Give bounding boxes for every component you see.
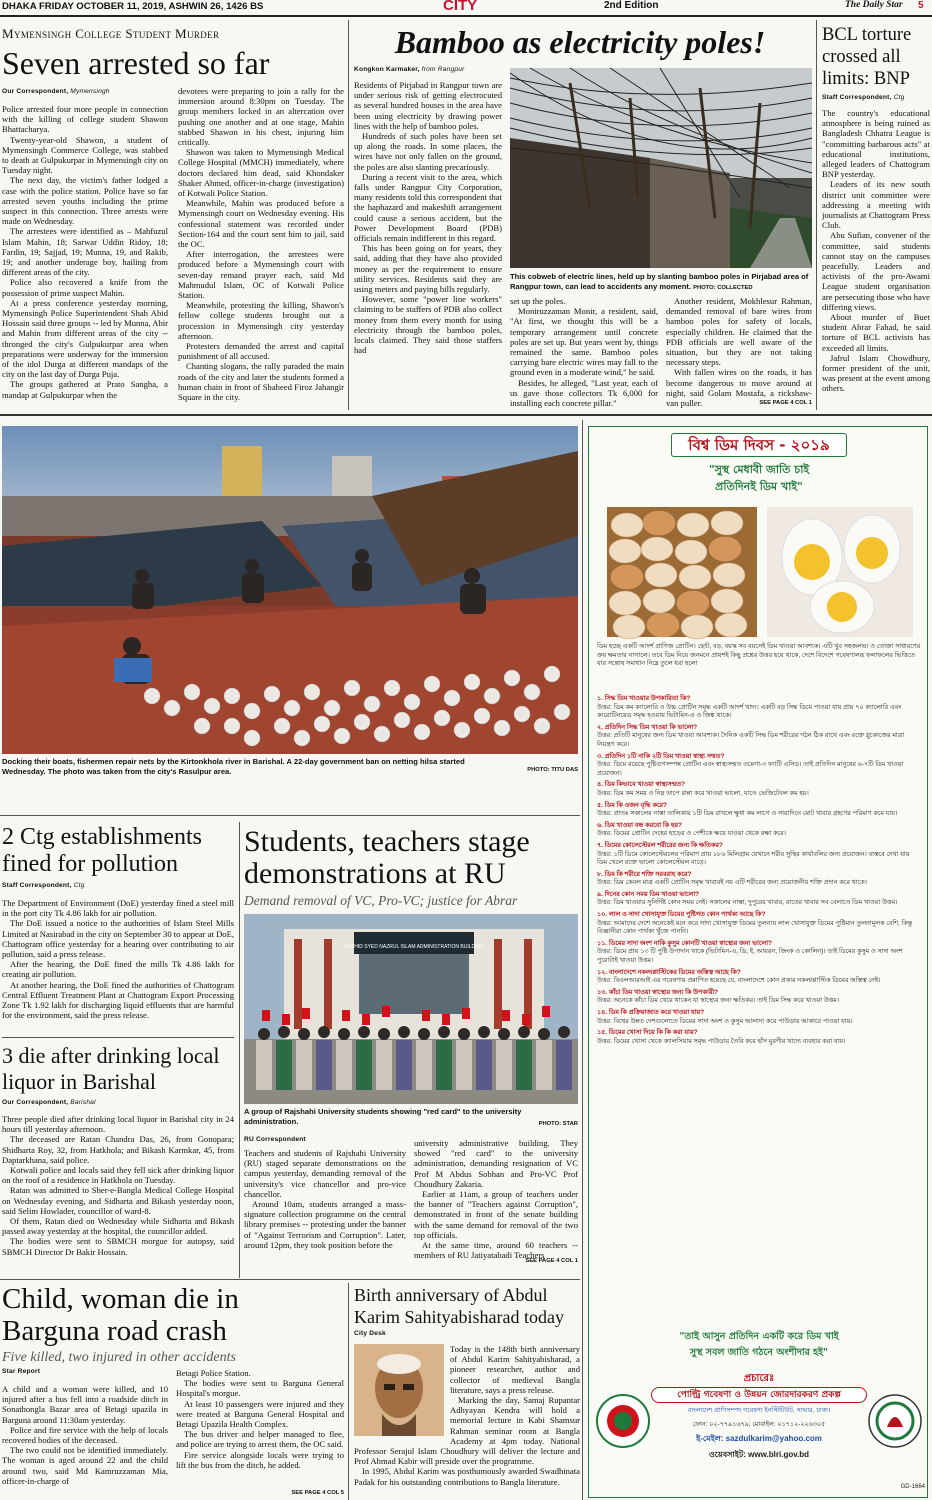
paragraph: Abu Sufian, convener of the committee, said students cannot stay on the campuses peacefully. Leaders and activists of the pro-Awami League student organisation are persecuting those who have differing views. [822,230,930,312]
paragraph: At the same time, around 60 teachers -- members of RU Jatiyatabadi Teachers [414,1240,578,1261]
paragraph: The Department of Environment (DoE) yesterday fined a steel mill in the port city Tk 4.86 lakh for air pollution. [2,898,234,919]
masthead-logo: The Daily Star [845,0,903,10]
egg-basket-photo [607,507,757,637]
mymensingh-col1 [2,104,168,409]
paragraph: Marking the day, Samaj Rupantar Adhyayan Kendra will hold a memorial lecture in Kabi Shamsur Rahman seminar room at Bangla Academy at 4pm today. National Professor Serajul Islam Choudhury will deliver the lecture and Prof Ahmad Kabir will preside over the programme. [354,1395,580,1467]
blri-logo [867,1393,923,1449]
ctg-byline [2,880,182,890]
paragraph: The arrestees were identified as – Mahfuzul Islam Mahin, 18; Sarwar Uddin Ridoy, 18; Fardin, 19; Sajjad, 19; Munna, 19, and Rakib, 19; and another underage boy, hailing from different areas of the city. [2,226,168,278]
paragraph: Today is the 148th birth anniversary of Abdul Karim Sahityabisharad, a pioneer researcher, author and collector of medieval Bangla literature, says a press release. [450,1344,580,1395]
paragraph: At a press conference yesterday morning, Mymensingh Police Superintendent Shah Abid Hossain said three groups -- led by Munna, Abir and Mahin from different areas of the city -- thronged the city's Gulpukurpar area when preparations were underway for the immersion of the idol Durga at different mandaps of the city on the last day of Durga Puja. [2,297,168,380]
faq-question: ১৫. ডিমের খোসা দিয়ে কি কি করা যায়? [597,1029,698,1037]
paragraph: Teachers and students of Rajshahi University (RU) staged separate demonstrations on the campus yesterday, demanding removal of the university's vice chancellor and pro-vice chancellor. [244,1148,406,1199]
paragraph: Police also recovered a knife from the possession of prime suspect Mahin. [2,277,168,298]
ad-project: পোল্ট্রি গবেষণা ও উন্নয়ন জোরদারকরণ প্রকল্প [651,1387,867,1403]
column-rule [239,822,240,1278]
karim-body [354,1344,580,1500]
fishermen-photo [2,426,578,754]
paragraph: Betagi Police Station. [176,1368,251,1378]
paragraph: set up the poles. [510,296,566,306]
ad-call-line1: "তাই আসুন প্রতিদিন একটি করে ডিম খাই [679,1331,839,1342]
faq-question: ৩. প্রতিদিন ১টি নাকি ২টি ডিম খাওয়া স্বাস্থ্য সম্মত? [597,752,725,760]
column-rule [348,20,349,410]
faq-answer: উত্তর: ডিমে রয়েছে পুষ্টিগুণসম্পন্ন প্রোটিন এবং স্বাস্থ্যসম্মত ওমেগা-৩ ফ্যাটি এসিড। তাই প্রতিদিন মানুষের ৬-৭টি ডিম খাওয়া প্রয়োজন। [597,761,904,777]
paragraph: At another hearing, the DoE fined the authorities of Chattogram Central Effluent Treatment Plant at Chattogram Export Processing Zone Tk 1.92 lakh for discharging liquid effluents that are harmful for the environment, said the press release. [2,979,234,1021]
barguna-headline: Child, woman die in Barguna road crash [2,1283,239,1347]
ctg-body [2,898,234,1034]
paragraph: Kotwali police and locals said they fell sick after drinking liquor on the roof of a residence in Hatkhola on Tuesday. [2,1165,234,1186]
paragraph: The next day, the victim's father lodged a case with the police station. Police have so far arrested seven youths including the prime suspect in this connection. Three arrests were made on Wednesday. [2,175,168,227]
ad-title-text: বিশ্ব ডিম দিবস - ২০১৯ [688,436,830,454]
ru-headline: Students, teachers stage demonstrations at RU [244,825,530,890]
byline-place: from Rangpur [421,66,465,73]
faq-question: ১৪. ডিম কি প্রক্রিয়াজাত করে খাওয়া যায়? [597,1009,705,1016]
paragraph: Besides, he alleged, "Last year, each of us gave those collectors Tk 6,000 for installing each concrete pillar." [510,377,658,409]
byline-place: Barishal [70,1099,96,1106]
faq-answer: উত্তর: ডিম কেবল মাত্র একটি প্রোটিন সমৃদ্ধ খাবারই নয় এটি শরীরের জন্য প্রয়োজনীয় শক্তি প্রদান করে থাকে। [597,879,867,887]
bcl-byline [822,92,932,102]
paragraph: The two could not be identified immediately. The woman is aged around 22 and the child around two, said Md Kamruzzaman Mia, officer-in-charge of [2,1445,168,1486]
liquor-byline [2,1097,182,1107]
faq-question: ১২. বাংলাদেশে নকল/প্লাস্টিকের ডিমের অস্তিত্ব আছে কি? [597,968,741,976]
paragraph: After the hearing, the DoE fined the mills Tk 4.86 lakh for creating air pollution. [2,959,234,980]
ru-col1 [244,1148,406,1266]
mymensingh-kicker: Mymensingh College Student Murder [2,26,220,41]
paragraph: Another resident, Mokhlesur Rahman, demanded removal of bare wires from bamboo poles for safety of locals, especially children. He claimed that the PDB officials are well aware of the situation, but they are not taking necessary steps. [666,296,812,368]
ad-phone: ফোন: ০২-৭৭৯১৬৭৯; মোবাইল: ০১৭১২-২২৬৩০৫ [692,1421,826,1428]
photo-credit: PHOTO: TITU DAS [527,767,578,773]
ad-promoter-label: প্রচারেঃ [743,1373,775,1384]
paragraph: Twenty-year-old Shawon, a student of Mymensingh Commerce College, was stabbed to death at Gulpukurpar in Mymensingh city on Tuesday night. [2,134,168,176]
paragraph: Shawon was taken to Mymensingh Medical College Hospital (MMCH) immediately, where doctors declared him dead, said Khondaker Shaker Ahmed, officer-in-charge (investigation) of Kotwali Police Station. [178,147,344,199]
fishermen-caption: Docking their boats, fishermen repair nets by the Kirtonkhola river in Barishal. A 22-day government ban on netting hilsa started Wednesday. The photo was taken from the city's Rasulpur area. [2,757,465,776]
faq-question: ১০. লাল ও সাদা খোসাযুক্ত ডিমের পুষ্টিগত কোন পার্থক্য আছে কি? [597,911,766,919]
karim-byline: City Desk [354,1330,386,1337]
ad-slogan [629,461,889,501]
paragraph: Ratan was admitted to Sher-e-Bangla Medical College Hospital on Wednesday evening, and Sidharta and Bikash yesterday noon, said Selim Howlader, councillor of ward-8. [2,1185,234,1216]
column-rule [816,20,817,410]
liquor-body [2,1114,234,1270]
paragraph: Hundreds of such poles have been set up along the roads. In some places, the wires have not only fallen on the ground, the poles are also slanting precariously. [354,131,502,172]
faq-answer: উত্তর: প্রতিটি মানুষের জন্য ডিম খাওয়া আবশ্যক। দৈনিক একটি সিদ্ধ ডিম শরীরের গঠন ঠিক রাখে এবং রক্তে গ্লুকোজের মাত্রা নিয়ন্ত্রণ করে। [597,732,905,748]
faq-question: ৫. ডিম কি ওজন বৃদ্ধি করে? [597,801,667,809]
mymensingh-byline [2,86,172,96]
ad-faq [597,695,921,1323]
paragraph: Protesters demanded the arrest and capital punishment of all accused. [178,341,344,362]
ad-call [619,1329,899,1365]
column-rule [582,420,583,1500]
barguna-byline: Star Report [2,1368,41,1375]
ctg-headline: 2 Ctg establishments fined for pollution [2,824,202,877]
section-label: CITY [443,0,478,14]
ad-slogan-line2: প্রতিদিনই ডিম খাই" [715,480,803,493]
faq-question: ৯. দিনের কোন সময় ডিম খাওয়া ভালো? [597,890,700,898]
bcl-headline: BCL torture crossed all limits: BNP [822,25,912,89]
barguna-jump: SEE PAGE 4 COL 5 [291,1490,344,1496]
paragraph: The bodies were sent to Barguna General Hospital's morgue. [176,1378,344,1399]
page-number: 5 [918,0,924,11]
byline-place: Ctg [893,94,905,101]
paragraph: The bodies were sent to SBMCH morgue for autopsy, said SBMCH Director Dr Bakir Hossain. [2,1236,234,1257]
faq-question: ১৩. কাঁচা ডিম খাওয়া স্বাস্থ্যের জন্য কি উপকারী? [597,988,719,996]
paragraph: Residents of Pirjabad in Rangpur town are under serious risk of getting electrocuted as several hundred houses in the area have been using electricity by drawing power lines with the help of bamboo poles. [354,80,502,131]
paragraph: Moniruzzaman Monir, a resident, said, "At first, we thought this will be a temporary arrangement until concrete poles are set up. But years went by, things remained the same. Bamboo poles carrying bare electric wires may fall to the ground even in a moderate wind," he said. [510,306,658,378]
faq-answer: উত্তর: অনেকে কাঁচা ডিম খেয়ে থাকেন যা স্বাস্থ্যের জন্য ক্ষতিকর। তাই ডিম সিদ্ধ করে খাওয়া উত্তম। [597,997,840,1005]
paragraph: Fire service alongside locals were trying to lift the bus from the ditch, he added. [176,1449,344,1470]
ad-website[interactable]: ওয়েবসাইট: www.blri.gov.bd [708,1450,810,1459]
faq-answer: উত্তর: প্রাতঃ সকালের নাস্তা তালিকায় ১টি ডিম রাখলে ক্ষুধা কম লাগে ও সারাদিনে মোট খাবার গ্রহণের পরিমাণ কমে যায়। [597,810,898,818]
bamboo-caption [510,272,812,294]
bamboo-headline: Bamboo as electricity poles! [394,24,766,60]
section-rule [0,815,580,816]
barguna-col1 [2,1384,168,1500]
ad-title [671,433,847,457]
ru-subhead: Demand removal of VC, Pro-VC; justice for Abrar [244,893,518,908]
banner-text: SHAHID SYED NAZRUL ISLAM ADMINISTRATION BUILDING [343,944,485,950]
portrait-spacer [354,1344,450,1438]
mymensingh-col2 [178,86,344,409]
bamboo-jump: SEE PAGE 4 COL 1 [759,400,812,406]
column-rule [348,1283,349,1500]
faq-question: ৭. ডিমের কোলেস্টেরল শরীরের জন্য কি ক্ষতিকর? [597,841,723,849]
story-rule [2,1037,234,1038]
paragraph: Jafrul Islam Chowdhury, former president of the unit, was present at the event among others. [822,352,930,394]
faq-answer: উত্তর: ডিম খাওয়ার সুনির্দিষ্ট কোন সময় নেই। সকালের নাস্তা, দুপুরের খাবার, রাতের খাবার সব বেলাতে ডিম খাওয়া উত্তম। [597,899,898,907]
byline-name: Our Correspondent, [2,1099,69,1106]
ad-code: GD-1664 [900,1484,925,1490]
paragraph: Chanting slogans, the rally paraded the main roads of the city and later the students formed a human chain in front of Shaheed Firoz Jahangir Square in the city. [178,361,344,403]
faq-answer: উত্তর: ডিমের প্রোটিন দেহের হাড়ের ও পেশীকে ক্ষয়ে যাওয়া থেকে রক্ষা করে। [597,830,786,838]
paragraph: In 1995, Abdul Karim was posthumously awarded Swadhinata Padak for his outstanding contributions to Bangla literature. [354,1466,580,1487]
paragraph: devotees were preparing to join a rally for the immersion around 8:30pm on Tuesday. The group members locked in an altercation over pushing one another and at one stage, Mahin stabbed Shawon in his chest, injuring him critically. [178,86,344,148]
paragraph: The DoE issued a notice to the authorities of Islam Steel Mills Limited at Nasirabad in the city on September 30 to appear at DoE, Chattogram office yesterday for a hearing over contributing to air pollution, said a press release. [2,918,234,960]
byline-name: Staff Correspondent, [2,882,72,889]
byline-name: Kongkon Karmaker, [354,66,420,73]
photo-credit: PHOTO: COLLECTED [693,284,753,291]
byline-place: Mymensingh [70,88,110,95]
paragraph: The country's educational atmosphere is being ruined as Bangladesh Chhatra League is "committing barbarous acts" at educational institutions, alleged leaders of Chattogram BNP yesterday. [822,108,930,180]
boiled-egg-photo [767,507,913,637]
ad-call-line2: সুস্থ সবল জাতি গঠনে অংশীদার হই" [689,1347,829,1358]
ru-byline: RU Correspondent [244,1136,306,1143]
faq-answer: উত্তর: ডিমের খোসা থেকে ক্যালসিয়াম সমৃদ্ধ পাউডার তৈরি করে হাঁস মুরগীর খাদ্যে ব্যবহার করা যায়। [597,1037,846,1045]
paragraph: Around 10am, students arranged a mass-signature collection programme on the central library premises -- protesting under the banner of "Against Terrorism and Corruption". Later, around 12pm, they took position before the [244,1199,406,1250]
barguna-col2 [176,1368,344,1488]
ru-photo [244,914,578,1104]
faq-answer: উত্তর: বিশ্বের উন্নত দেশগুলোতে ডিমের সাদা অংশ ও কুসুম আলাদা করে পাউডার আকারে পাওয়া যায়। [597,1017,853,1025]
faq-question: ১১. ডিমের সাদা অংশ নাকি কুসুম কোনটি খাওয়া স্বাস্থ্যের জন্য ভালো? [597,939,772,947]
paragraph: The bus driver and helper managed to flee, and police are trying to arrest them, the OC said. [176,1429,344,1450]
paragraph: During a recent visit to the area, which falls under Rangpur City Corporation, many residents told this correspondent that the haphazard and makeshift arrangement could cause a serious accident, but the Power Development Board (PDB) officials remain indifferent in this regard. [354,171,502,244]
bamboo-photo [510,68,812,268]
paragraph: Earlier at 11am, a group of teachers under the banner of "Teachers against Corruption", demonstrated in front of the senate building with the same demand for removal of the two top officials. [414,1189,578,1240]
govt-logo [595,1393,651,1449]
egg-day-ad [588,426,928,1498]
faq-answer: উত্তর: ডিম কম ক্যালোরি ও উচ্চ প্রোটিন সমৃদ্ধ একটি আদর্শ খাদ্য। একটি বড় সিদ্ধ ডিমে পাওয়া যায় প্রায় ৭০ ক্যালোরি এবং ক্যরোটিনয়েড সমৃদ্ধ হওয়ায় ভিটামিন-এ ও জিঙ্ক থাকে। [597,703,902,720]
faq-question: ২. প্রতিদিন সিদ্ধ ডিম খাওয়া কি ভালো? [597,723,698,731]
section-rule [0,1279,580,1280]
paragraph: After interrogation, the arrestees were produced before a Mymensingh court with seven-day remand prayer each, said Md Mahmudul Islam, OC of Kotwali Police Station. [178,249,344,301]
ru-caption: A group of Rajshahi University students showing "red card" to the university administration. [244,1107,522,1126]
paragraph: With fallen wires on the roads, it has become dangerous to move around at night, said Golam Mostafa, a rickshaw-van puller. [666,367,812,409]
byline-place: Ctg [73,882,85,889]
header-date: DHAKA FRIDAY OCTOBER 11, 2019, ASHWIN 26, 1426 BS [2,1,264,12]
paragraph: The groups gathered at Prato Sangha, a mandap at Gulpukurpar when the [2,379,168,400]
barguna-subhead: Five killed, two injured in other accidents [2,1350,236,1365]
karim-headline: Birth anniversary of Abdul Karim Sahityabisharad today [354,1285,564,1327]
ad-intro: ডিম হচ্ছে একটি আদর্শ প্রাণিজ প্রোটিন। ছোট, বড়, বয়স্ক সব বয়সেই ডিম খাওয়া আবশ্যক। এটি খুব সহজলভ্য ও তোজা সাধারণের ক্রয় ক্ষমতার নাগালে। তবে ডিম নিয়ে জনমনে প্রায়শই কিছু প্রশ্নের উত্তর হয়ে থাকে, দেশে বিদেশে গবেষণালব্ধ ফলাফলের ভিত্তিতে যার সন্তোষ সমাধান নিম্নে তুলে ধরা হলো [597,643,921,668]
section-rule [0,414,932,416]
header-rule [0,15,932,17]
paragraph: This has been going on for years, they said, adding that they have also provided money as per the requirement to ensure utility services. Residents said they are using meters and paying bills regularly. [354,243,502,295]
paragraph: Three people died after drinking local liquor in Barishal city in 24 hours till yesterday afternoon. [2,1114,234,1135]
paragraph: Police and fire service with the help of locals recovered bodies of the deceased. [2,1424,168,1446]
mymensingh-headline: Seven arrested so far [2,45,270,81]
faq-answer: উত্তর: আমাদের দেশে অনেকেই মনে করে সাদা খোসাযুক্ত ডিমের তুলনায় লাল খোসাযুক্ত ডিমের পুষ্টিমান তুলনামূলক বেশি, কিন্তু বিজ্ঞানীরা কোন পার্থক্য খুঁজে পাননি। [597,919,913,936]
caption-text: This cobweb of electric lines, held up by slanting bamboo poles in Pirjabad area of Rangpur town, can lead to accidents any moment. [510,272,809,291]
bamboo-col2 [510,296,658,410]
photo-credit: PHOTO: STAR [538,1121,578,1127]
ru-jump: SEE PAGE 4 COL 1 [525,1258,578,1264]
byline-name: Our Correspondent, [2,88,69,95]
paragraph: The deceased are Ratan Chandra Das, 26, from Gonopara; Shidharta Roy, 32, from Hatkhola; and Bikash Karmkar, 45, from Daptarkhana, said police. [2,1134,234,1165]
faq-question: ৪. ডিম কিভাবে খাওয়া স্বাস্থ্যসম্মত? [597,781,686,789]
bcl-body [822,108,930,410]
faq-question: ৬. ডিম খাওয়া বন্ধ করবো কি হয়? [597,821,682,829]
liquor-headline: 3 die after drinking local liquor in Barishal [2,1043,220,1094]
paragraph: Police arrested four more people in connection with the killing of college student Shawon Bhattacharya. [2,104,168,135]
edition-label: 2nd Edition [604,0,659,11]
paragraph: A child and a woman were killed, and 10 injured after a bus fell into a roadside ditch in Sonathongla Bazar area of Betagi upazila in Barguna around 11:30am yesterday. [2,1384,168,1425]
ad-email[interactable]: ই-মেইল: sazdulkarim@yahoo.com [696,1434,822,1443]
ad-slogan-line1: "সুস্থ মেধাবী জাতি চাই [708,463,810,476]
paragraph: About murder of Buet student Abrar Fahad, he said torture of BCL activists has exceeded all limits. [822,312,930,353]
bamboo-byline [354,64,514,74]
paragraph: However, some "power line workers" claiming to be staffers of PDB also collect money from them every month for using electricity through the bamboo poles, locals claimed. They said those staffers had [354,294,502,356]
paragraph: Meanwhile, protesting the killing, Shawon's fellow college students brought out a procession in Mymensingh city yesterday afternoon. [178,300,344,341]
faq-answer: উত্তর: ডিমে প্রায় ১৩ টি পুষ্টি উপাদান থাকে (ভিটামিন-এ, ডি, ই, আয়রন, জিংক ও কোলিন)। তাই ডিমের কুসুম ও সাদা অংশ পুরোটাই খাওয়া উত্তম। [597,948,903,965]
faq-question: ৮. ডিম কি শরীরে শক্তি সরবরাহ করে? [597,870,692,878]
paragraph: Leaders of its new south district unit committee were addressing a meeting with journalists at Chattogram Press Club. [822,179,930,231]
faq-question: ১. সিদ্ধ ডিম খাওয়ার উপকারিতা কি? [597,695,691,702]
byline-name: Staff Correspondent, [822,94,892,101]
paragraph: university administrative building. They showed "red card" to the university administration, demanding resignation of VC Prof M Abdus Sobhan and Pro-VC Prof Choudhury Zakaria. [414,1138,578,1189]
faq-answer: উত্তর: ডিম কম সময় ও নিম্ন তাপে রান্না করে খাওয়া ভালো, যাতে ভেজিটেবল কম হয়। [597,789,809,797]
bamboo-col1 [354,80,502,410]
paragraph: Of them, Ratan died on Wednesday while Sidharta and Bikash passed away yesterday at the hospital, the councillor added. [2,1216,234,1237]
ad-institute: বাংলাদেশ প্রাণিসম্পদ গবেষণা ইনস্টিটিউট, সাভার, ঢাকা। [687,1407,831,1414]
faq-answer: উত্তর: ১টি ডিমে কোলেস্টেরলের পরিমাণ প্রায় ১৮৬ মিলিগ্রাম যেখানে শরীর সুস্থির কার্যাবলির জন্য প্রয়োজন। বাস্তবে দেখা যায় ডিম খেলে রক্তে ভালো কোলেস্টেরল বাড়ে। [597,850,910,867]
paragraph: Meanwhile, Mahin was produced before a Mymensingh court on Wednesday evening. His confessional statement was recorded under Section-164 and the court sent him to jail, said the OC. [178,198,344,250]
paragraph: At least 10 passengers were injured and they were treated at Barguna General Hospital and Betagi Upazila Health Complex. [176,1398,344,1430]
faq-answer: উত্তর: বিএলআরআই এর গবেষণায় প্রমাণিত হয়েছে যে, বাংলাদেশে কোন প্রকার নকল/প্লাস্টিক ডিমের অস্তিত্ব নেই। [597,977,881,985]
